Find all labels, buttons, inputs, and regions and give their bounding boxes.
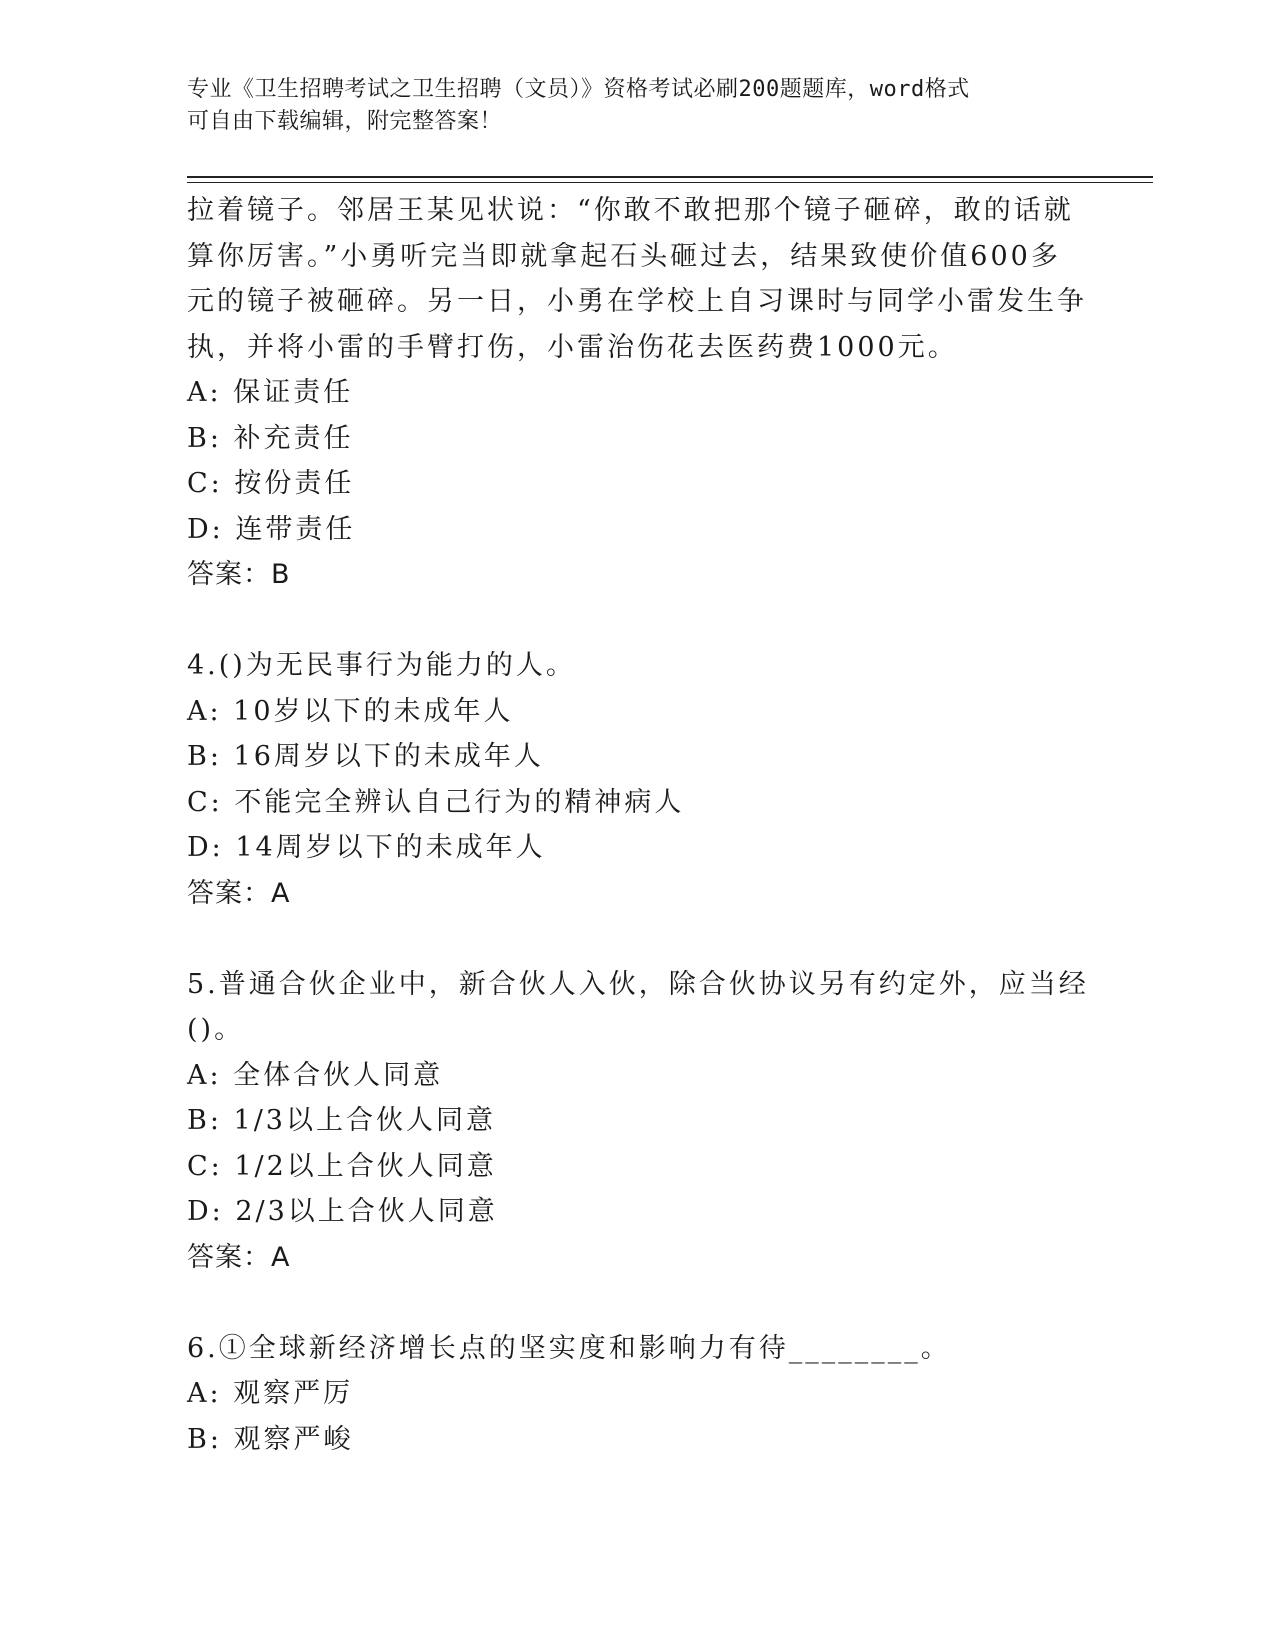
option-d: D: 14周岁以下的未成年人 <box>187 832 546 863</box>
question-stem-line: 4.()为无民事行为能力的人。 <box>187 650 576 681</box>
answer-line: 答案：A <box>187 877 291 909</box>
option-d: D: 2/3以上合伙人同意 <box>187 1196 498 1227</box>
answer-line: 答案：B <box>187 559 291 590</box>
option-b: B: 补充责任 <box>187 422 354 454</box>
question-5 <box>187 962 1087 1281</box>
question-stem-line: 执，并将小雷的手臂打伤，小雷治伤花去医药费1000元。 <box>187 331 958 363</box>
header-title-line-2: 可自由下载编辑，附完整答案！ <box>187 109 503 134</box>
question-stem-line: 元的镜子被砸碎。另一日，小勇在学校上自习课时与同学小雷发生争 <box>187 286 1087 317</box>
option-b: B: 16周岁以下的未成年人 <box>187 741 544 772</box>
option-b: B: 1/3以上合伙人同意 <box>187 1105 496 1136</box>
answer-line: 答案：A <box>187 1241 291 1273</box>
question-stem-line: 6.①全球新经济增长点的坚实度和影响力有待________。 <box>187 1332 951 1364</box>
question-stem-line: 5.普通合伙企业中，新合伙人入伙，除合伙协议另有约定外，应当经 <box>187 968 1089 1000</box>
option-a: A: 观察严厉 <box>187 1378 354 1409</box>
question-stem-line: 算你厉害。”小勇听完当即就拿起石头砸过去，结果致使价值600多 <box>187 240 1061 272</box>
question-6 <box>187 1326 1087 1463</box>
question-stem-line: ()。 <box>187 1014 245 1045</box>
question-stem-line: 拉着镜子。邻居王某见状说：“你敢不敢把那个镜子砸碎，敢的话就 <box>187 195 1074 226</box>
option-c: C: 按份责任 <box>187 468 355 499</box>
page-header <box>187 74 1067 138</box>
header-divider-thick <box>187 176 1153 178</box>
option-a: A: 全体合伙人同意 <box>187 1059 444 1091</box>
option-a: A: 保证责任 <box>187 377 354 408</box>
spacer <box>187 598 1087 644</box>
option-c: C: 1/2以上合伙人同意 <box>187 1150 497 1182</box>
option-b: B: 观察严峻 <box>187 1423 354 1455</box>
option-c: C: 不能完全辨认自己行为的精神病人 <box>187 786 685 818</box>
option-a: A: 10岁以下的未成年人 <box>187 695 514 727</box>
spacer <box>187 916 1087 962</box>
option-d: D: 连带责任 <box>187 513 356 545</box>
header-divider-thin <box>187 182 1153 183</box>
question-3 <box>187 188 1087 598</box>
question-4 <box>187 643 1087 916</box>
document-body <box>187 188 1087 1462</box>
spacer <box>187 1280 1087 1326</box>
header-title-line-1: 专业《卫生招聘考试之卫生招聘（文员）》资格考试必刷200题题库，word格式 <box>187 77 970 102</box>
